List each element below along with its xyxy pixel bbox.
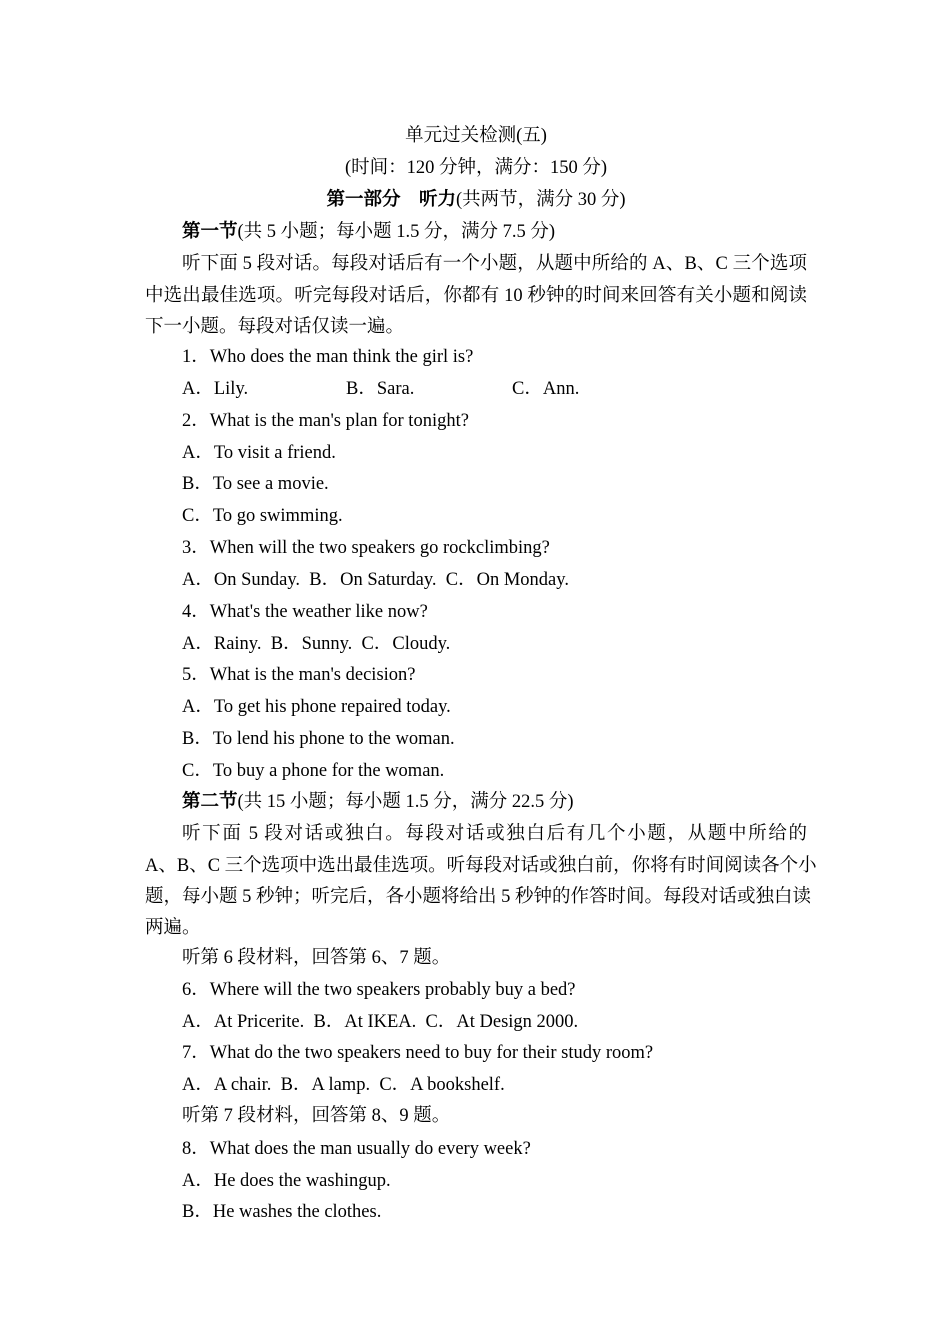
question-1-stem: 1．Who does the man think the girl is? <box>182 347 474 367</box>
section1-instructions-line1: 听下面 5 段对话。每段对话后有一个小题，从题中所给的 A、B、C 三个选项 <box>182 254 807 274</box>
question-7-stem: 7．What do the two speakers need to buy for their study room? <box>182 1043 654 1063</box>
part-heading <box>145 185 807 211</box>
question-5-option-b: B．To lend his phone to the woman. <box>182 729 455 749</box>
material-6-note: 听第 6 段材料，回答第 6、7 题。 <box>182 948 451 968</box>
material-7-note: 听第 7 段材料，回答第 8、9 题。 <box>182 1106 451 1126</box>
section1-instructions-line3: 下一小题。每段对话仅读一遍。 <box>145 317 405 337</box>
section1-heading <box>182 217 555 243</box>
question-5-option-a: A．To get his phone repaired today. <box>182 697 451 717</box>
question-4-stem: 4．What's the weather like now? <box>182 602 428 622</box>
question-5-stem: 5．What is the man's decision? <box>182 665 416 685</box>
question-7-options: A．A chair. B．A lamp. C．A bookshelf. <box>182 1075 505 1095</box>
question-1-option-a: A．Lily. <box>182 379 249 399</box>
question-4-options: A．Rainy. B．Sunny. C．Cloudy. <box>182 634 451 654</box>
part-note: (共两节，满分 30 分) <box>455 190 626 210</box>
section2-instructions-line2: A、B、C 三个选项中选出最佳选项。听每段对话或独白前，你将有时间阅读各个小 <box>145 856 817 876</box>
section2-title: 第二节 <box>182 792 238 812</box>
question-8-option-b: B．He washes the clothes. <box>182 1202 382 1222</box>
section2-instructions-line4: 两遍。 <box>145 918 201 938</box>
question-2-option-b: B．To see a movie. <box>182 474 329 494</box>
question-2-option-c: C．To go swimming. <box>182 506 343 526</box>
page-subtitle: (时间：120 分钟，满分：150 分) <box>344 158 608 178</box>
question-1-option-b: B．Sara. <box>346 379 415 399</box>
section2-heading <box>182 787 574 813</box>
question-2-stem: 2．What is the man's plan for tonight? <box>182 411 469 431</box>
question-5-option-c: C．To buy a phone for the woman. <box>182 761 445 781</box>
question-6-options: A．At Pricerite. B．At IKEA. C．At Design 2000. <box>182 1012 579 1032</box>
section2-instructions-line3: 题，每小题 5 秒钟；听完后，各小题将给出 5 秒钟的作答时间。每段对话或独白读 <box>145 887 812 907</box>
question-3-options: A．On Sunday. B．On Saturday. C．On Monday. <box>182 570 569 590</box>
question-2-option-a: A．To visit a friend. <box>182 443 336 463</box>
question-8-option-a: A．He does the washingup. <box>182 1171 391 1191</box>
section2-instructions-line1: 听下面 5 段对话或独白。每段对话或独白后有几个小题，从题中所给的 <box>182 824 807 844</box>
question-1-option-c: C．Ann. <box>512 379 580 399</box>
question-6-stem: 6．Where will the two speakers probably buy a bed? <box>182 980 576 1000</box>
section1-instructions-line2: 中选出最佳选项。听完每段对话后，你都有 10 秒钟的时间来回答有关小题和阅读 <box>145 286 807 306</box>
page-title: 单元过关检测(五) <box>405 126 547 146</box>
section1-title: 第一节 <box>182 222 238 242</box>
question-3-stem: 3．When will the two speakers go rockclimbing? <box>182 538 550 558</box>
question-8-stem: 8．What does the man usually do every week? <box>182 1139 531 1159</box>
section2-note: (共 15 小题；每小题 1.5 分，满分 22.5 分) <box>237 792 574 812</box>
section1-note: (共 5 小题；每小题 1.5 分，满分 7.5 分) <box>237 222 556 242</box>
part-title: 第一部分 听力 <box>326 190 456 210</box>
